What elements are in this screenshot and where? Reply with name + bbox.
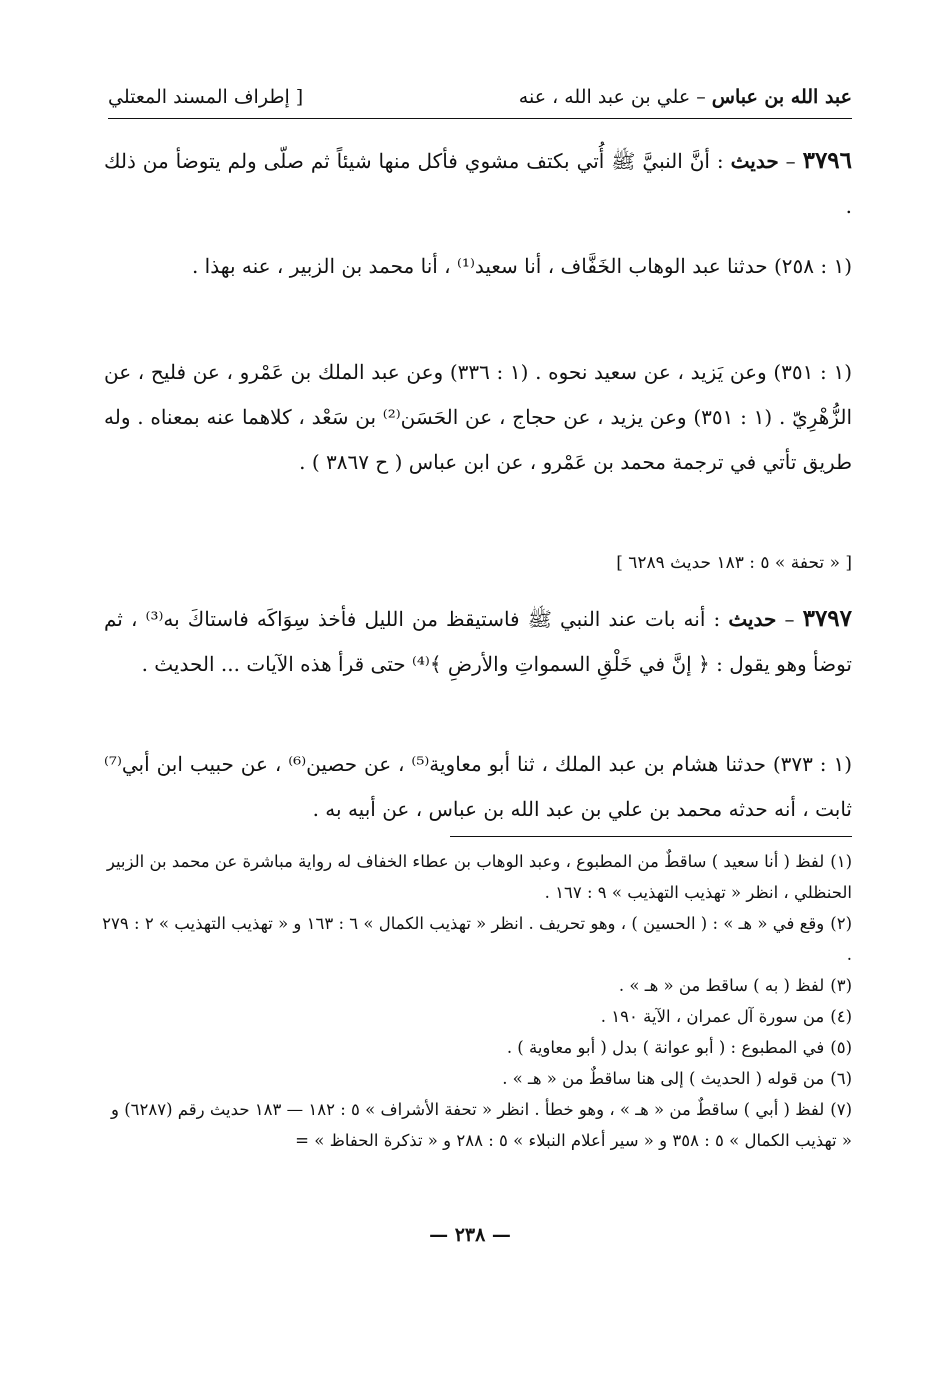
header-right-rest: – علي بن عبد الله ، عنه [518, 86, 712, 108]
isnad-paragraph-2: (١ : ٣٥١) وعن يَزيد ، عن سعيد نحوه . (١ : ٣٣٦) وعن عبد الملك بن عَمْرو ، عن فليح ، عن الزُّهْرِيّ . (١ : ٣٥١) وعن يزيد ، عن حجاج ، عن الحَسَن⁽²⁾ بن سَعْد ، كلاهما عنه بمعناه . وله طريق تأتي في ترجمة محمد بن عَمْرو ، عن ابن عباس ( ح ٣٨٦٧ ) . [104, 360, 853, 474]
footnote-rule [450, 836, 852, 837]
hadith-text: : أنه بات عند النبي ﷺ فاستيقظ من الليل فأخذ سِوَاكَه فاستاكَ به⁽³⁾ ، ثم توضأ وهو يقول : ﴿ إنَّ في خَلْقِ السمواتِ والأرضِ ﴾⁽⁴⁾ حتى قرأ هذه الآيات ... الحديث . [104, 607, 852, 676]
hadith-keyword: حديث [730, 149, 779, 173]
header-left: [ إطراف المسند المعتلي [108, 86, 304, 108]
hadith-text: : أنَّ النبيَّ ﷺ أُتي بكتف مشوي فأكل منها شيئاً ثم صلّى ولم يتوضأ من ذلك . [104, 149, 852, 218]
isnad-paragraph-3: (١ : ٣٧٣) حدثنا هشام بن عبد الملك ، ثنا أبو معاوية⁽⁵⁾ ، عن حصين⁽⁶⁾ ، عن حبيب ابن أبي⁽⁷⁾ ثابت ، أنه حدثه محمد بن علي بن عبد الله بن عباس ، عن أبيه به . [104, 752, 853, 821]
header-right-bold: عبد الله بن عباس [711, 86, 852, 108]
footnotes [96, 846, 852, 1156]
tuhfa-reference: [ « تحفة » ٥ : ١٨٣ حديث ٦٢٨٩ ] [616, 553, 852, 573]
hadith-number: ٣٧٩٧ [802, 605, 853, 632]
footnote: (٣)لفظ ( به ) ساقط من « هـ » . [618, 976, 852, 995]
hadith-3797: ٣٧٩٧ – حديث : أنه بات عند النبي ﷺ فاستيقظ من الليل فأخذ سِوَاكَه فاستاكَ به⁽³⁾ ، ثم توضأ وهو يقول : ﴿ إنَّ في خَلْقِ السمواتِ والأرضِ ﴾⁽⁴⁾ حتى قرأ هذه الآيات ... الحديث . [104, 605, 853, 676]
header-rule [108, 118, 852, 119]
footnote: (٢)وقع في « هـ » : ( الحسين ) ، وهو تحريف . انظر « تهذيب الكمال » ٦ : ١٦٣ و « تهذيب التهذيب » ٢ : ٢٧٩ . [102, 914, 852, 964]
header-right [519, 86, 852, 108]
hadith-number: ٣٧٩٦ [802, 147, 853, 174]
hadith-keyword: حديث [728, 607, 777, 631]
page-number: — ٢٣٨ — [429, 1224, 511, 1246]
footnote: (٧)لفظ ( أبي ) ساقطٌ من « هـ » ، وهو خطأ . انظر « تحفة الأشراف » ٥ : ١٨٢ — ١٨٣ حديث رقم (٦٢٨٧) و « تهذيب الكمال » ٥ : ٣٥٨ و « سير أعلام النبلاء » ٥ : ٢٨٨ و « تذكرة الحفاظ » = [110, 1100, 852, 1150]
hadith-3796: ٣٧٩٦ – حديث : أنَّ النبيَّ ﷺ أُتي بكتف مشوي فأكل منها شيئاً ثم صلّى ولم يتوضأ من ذلك . [104, 147, 853, 218]
running-header [108, 80, 852, 114]
footnote: (١)لفظ ( أنا سعيد ) ساقطٌ من المطبوع ، وعبد الوهاب بن عطاء الخفاف له رواية مباشرة عن محمد بن الزبير الحنظلي ، انظر « تهذيب التهذيب » ٩ : ١٦٧ . [106, 852, 852, 902]
footnote: (٤)من سورة آل عمران ، الآية ١٩٠ . [600, 1007, 852, 1026]
footnote: (٦)من قوله ( الحديث ) إلى هنا ساقطٌ من « هـ » . [502, 1069, 852, 1088]
footnote: (٥)في المطبوع : ( أبو عوانة ) بدل ( أبو معاوية ) . [506, 1038, 852, 1057]
isnad-paragraph-1: (١ : ٢٥٨) حدثنا عبد الوهاب الخَفَّاف ، أنا سعيد⁽¹⁾ ، أنا محمد بن الزبير ، عنه بهذا . [191, 254, 852, 278]
